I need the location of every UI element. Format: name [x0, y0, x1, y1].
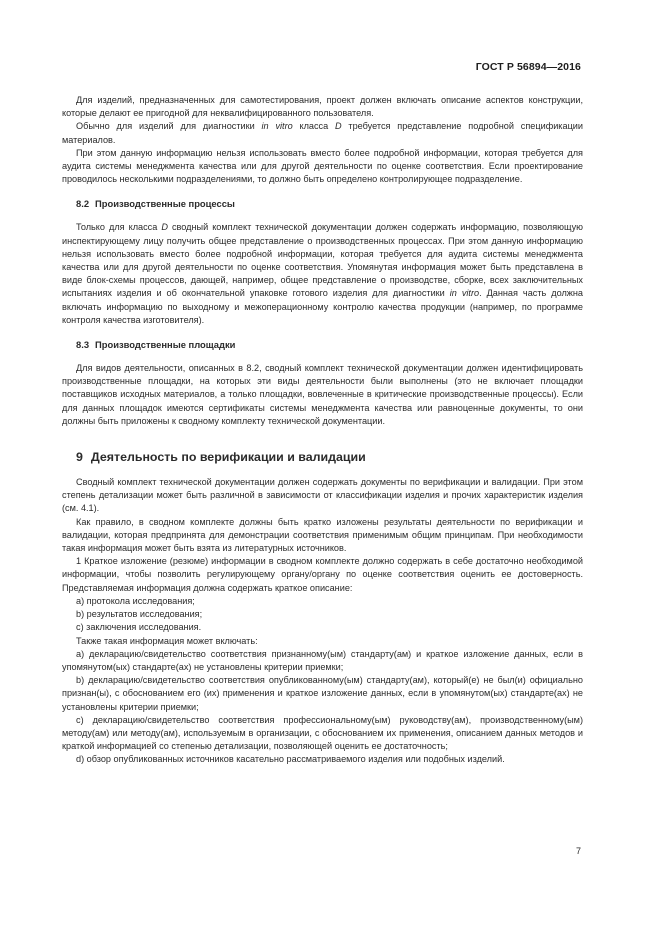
page-number: 7	[575, 846, 581, 856]
list-item: с) декларацию/свидетельство соответствия профессиональному(ым) руководству(ам), производственному(ым) методу(ам) или методу(ам), используемым в организации, с обоснованием их применения, описанием данных методов и краткой информацией со степенью детализации, позволяющей оценить ее достаточность;	[62, 714, 583, 752]
page-body	[62, 94, 583, 767]
intro-paragraph-3: При этом данную информацию нельзя использовать вместо более подробной информации, которая требуется для аудита системы менеджмента качества или для другой деятельности по оценке соответствия. Если проектирование проводилось несколькими подразделениями, то должно быть определено контролирующее подразделение.	[62, 147, 583, 185]
list-item: b) результатов исследования;	[76, 609, 203, 620]
section-8-3-paragraph: Для видов деятельности, описанных в 8.2, сводный комплект технической документации должен идентифицировать производственные площадки, на которых эти виды деятельности были выполнены (это не включает площадки поставщиков исходных материалов, а только площадки, вовлеченные в критические производственные процессы). Если для данных площадок имеются сертификаты системы менеджмента качества или равноценные документы, то они должны быть приложены к сводному комплекту технической документации.	[62, 363, 583, 426]
list-item: b) декларацию/свидетельство соответствия опубликованному(ым) стандарту(ам), который(е) не был(и) официально признан(ы), с обоснованием его (их) применения и краткое изложение данных, если в упомянутом(ых) стандарте(ах) не установлены критерии приемки;	[62, 675, 583, 712]
section-8-2-paragraph: Только для класса D сводный комплект технической документации должен содержать информацию, позволяющую инспектирующему лицу получить общее представление о производственных процессах. При этом данную информацию нельзя использовать вместо более подробной информации, которая требуется для аудита системы менеджмента качества или для другой деятельности по оценке соответствия. Упомянутая информация может быть представлена в виде блок-схемы процессов, дающей, например, общее представление о производстве, сборке, всех заключительных испытаниях изделия и об окончательной упаковке готового изделия для диагностики in vitro. Данная часть должна включать информацию по выходному и межоперационному контролю качества продукции (например, по программе контроля качества изготовителя).	[62, 222, 584, 325]
section-9-paragraph-3: 1 Краткое изложение (резюме) информации в сводном комплекте должно содержать в себе достаточно необходимой информации, чтобы позволить регулирующему органу/органу по оценке соответствия оценить ее достоверность. Представляемая информация должна содержать краткое описание:	[62, 556, 583, 593]
list-item: а) декларацию/свидетельство соответствия признанному(ым) стандарту(ам) и краткое изложение данных, если в упомянутом(ых) стандарте(ах) не установлены критерии приемки;	[62, 648, 583, 672]
list-item: d) обзор опубликованных источников касательно рассматриваемого изделия или подобных изделий.	[76, 754, 505, 765]
section-9-heading	[76, 449, 583, 465]
section-8-3-heading	[76, 338, 583, 351]
section-number: 9	[76, 450, 83, 465]
section-9-paragraph-2: Как правило, в сводном комплекте должны быть кратко изложены результаты деятельности по верификации и валидации, которая предпринята для демонстрации соответствия применимым общим принципам. При необходимости такая информация может быть взята из литературных источников.	[62, 516, 583, 554]
section-9-paragraph-4: Также такая информация может включать:	[76, 635, 258, 646]
intro-paragraph-2: Обычно для изделий для диагностики in vitro класса D требуется представление подробной спецификации материалов.	[62, 121, 583, 145]
section-title: Производственные площадки	[95, 339, 236, 351]
document-standard-id: ГОСТ Р 56894—2016	[475, 61, 581, 73]
section-title: Производственные процессы	[95, 198, 235, 210]
list-item: а) протокола исследования;	[76, 595, 195, 606]
section-number: 8.2	[76, 198, 90, 210]
intro-paragraph-1: Для изделий, предназначенных для самотестирования, проект должен включать описание аспектов конструкции, которые делают ее пригодной для неквалифицированного пользователя.	[62, 95, 583, 119]
section-title: Деятельность по верификации и валидации	[90, 450, 366, 465]
list-item: с) заключения исследования.	[76, 622, 202, 633]
section-number: 8.3	[76, 339, 90, 351]
section-8-2-heading	[76, 197, 583, 210]
section-9-paragraph-1: Сводный комплект технической документации должен содержать документы по верификации и валидации. При этом степень детализации может быть различной в зависимости от классификации изделия и прочих характеристик изделия (см. 4.1).	[62, 477, 583, 514]
